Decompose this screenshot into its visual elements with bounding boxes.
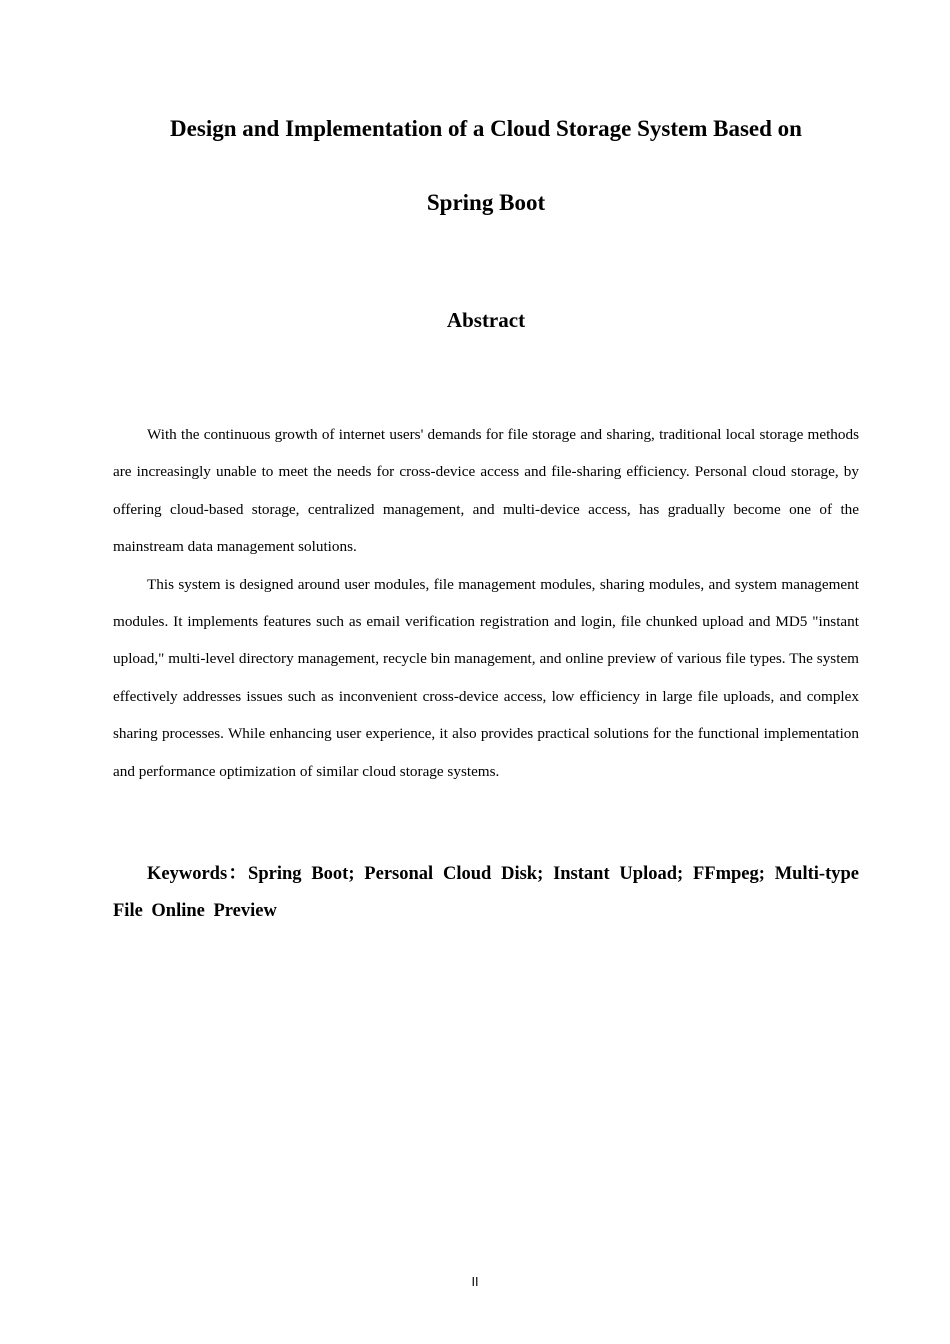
paper-title [113,92,859,240]
page-number: II [471,1275,479,1289]
paper-title-line-2: Spring Boot [426,190,546,215]
abstract-paragraph-1: With the continuous growth of internet users' demands for file storage and sharing, traditional local storage methods are increasingly unable to meet the needs for cross-device access and file-sharing efficiency. Personal cloud storage, by offering cloud-based storage, centralized management, and multi-device access, has gradually become one of the mainstream data management solutions. [113,426,859,556]
keywords-line [113,856,859,930]
abstract-body [113,416,859,790]
paper-title-line-1: Design and Implementation of a Cloud Storage System Based on [170,116,802,141]
keywords-value: Spring Boot; Personal Cloud Disk; Instant Upload; FFmpeg; Multi-type File Online Preview [113,864,859,921]
abstract-paragraph-2: This system is designed around user modules, file management modules, sharing modules, and system management modules. It implements features such as email verification registration and login, file chunked upload and MD5 "instant upload," multi-level directory management, recycle bin management, and online preview of various file types. The system effectively addresses issues such as inconvenient cross-device access, low efficiency in large file uploads, and complex sharing processes. While enhancing user experience, it also provides practical solutions for the functional implementation and performance optimization of similar cloud storage systems. [113,575,859,780]
abstract-heading: Abstract [446,308,526,332]
keywords-label: Keywords： [147,864,249,884]
